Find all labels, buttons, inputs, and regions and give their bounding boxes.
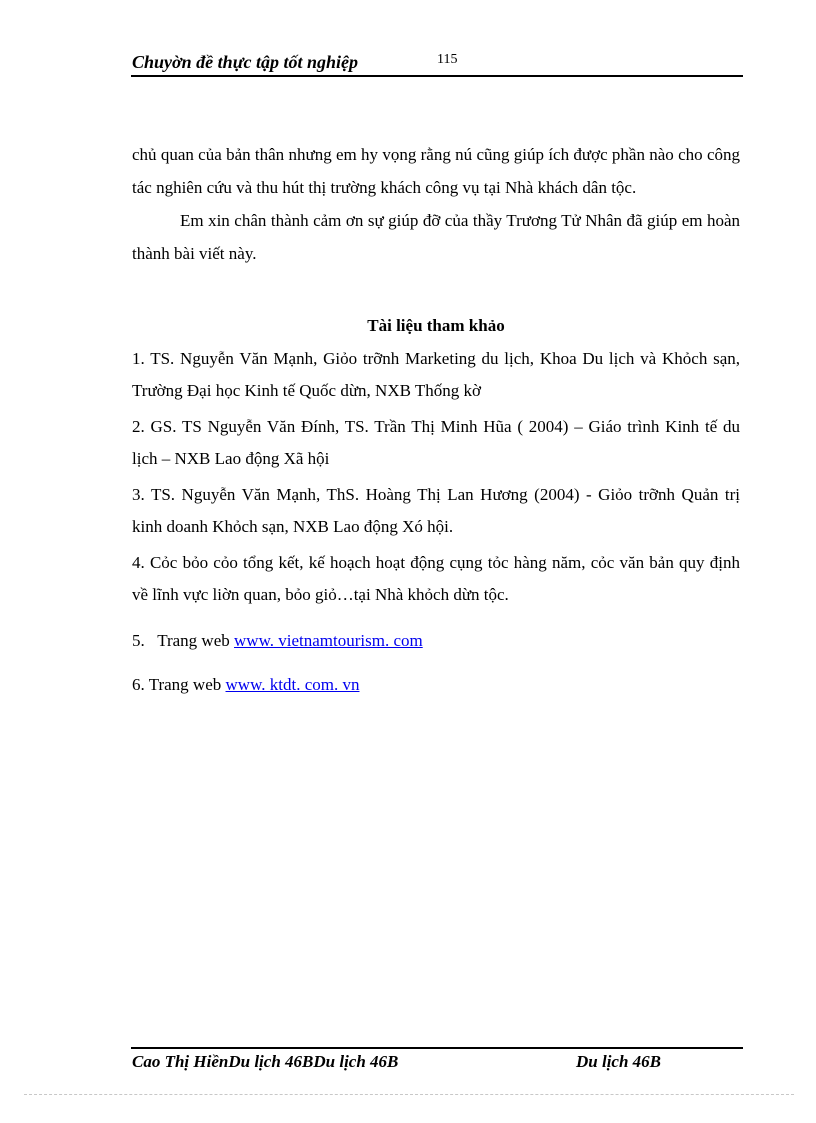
body-text [132, 138, 740, 270]
header-rule [131, 75, 743, 77]
closing-paragraph: chủ quan của bản thân nhưng em hy vọng rằng nú cũng giúp ích được phần nào cho công tác nghiên cứu và thu hút thị trường khách công vụ tại Nhà khách dân tộc. [132, 145, 740, 197]
vietnamtourism-link[interactable]: www. vietnamtourism. com [234, 631, 423, 650]
page-edge-divider [24, 1094, 794, 1095]
reference-item: 3. TS. Nguyễn Văn Mạnh, ThS. Hoàng Thị Lan Hương (2004) - Giỏo trỡnh Quản trị kinh doanh Khỏch sạn, NXB Lao động Xó hội. [132, 485, 740, 536]
reference-item: 2. GS. TS Nguyễn Văn Đính, TS. Trần Thị Minh Hũa ( 2004) – Giáo trình Kinh tế du lịch – NXB Lao động Xã hội [132, 417, 740, 468]
reference-web-6-prefix: 6. Trang web [132, 675, 226, 694]
header-title: Chuyờn đề thực tập tốt nghiệp [132, 52, 358, 72]
references-list [132, 343, 740, 615]
reference-item: 1. TS. Nguyễn Văn Mạnh, Giỏo trỡnh Marketing du lịch, Khoa Du lịch và Khỏch sạn, Trường Đại học Kinh tế Quốc dừn, NXB Thống kờ [132, 349, 740, 400]
page-number: 115 [437, 52, 458, 67]
reference-item: 4. Cỏc bỏo cỏo tổng kết, kế hoạch hoạt động cụng tỏc hàng năm, cỏc văn bản quy định về lĩnh vực liờn quan, bỏo giỏ…tại Nhà khỏch dừn tộc. [132, 553, 740, 604]
reference-web-6 [132, 673, 359, 697]
reference-web-5-prefix: 5. Trang web [132, 631, 235, 650]
references-heading: Tài liệu tham khảo [367, 316, 505, 335]
footer-class: Du lịch 46B [576, 1052, 662, 1071]
acknowledgement-paragraph: Em xin chân thành cảm ơn sự giúp đỡ của thầy Trương Tử Nhân đã giúp em hoàn thành bài viết này. [132, 211, 740, 263]
reference-web-5 [132, 629, 423, 653]
footer-author: Cao Thị HiềnDu lịch 46BDu lịch 46B [132, 1052, 399, 1071]
ktdt-link[interactable]: www. ktdt. com. vn [225, 675, 360, 694]
footer-rule [131, 1047, 743, 1049]
